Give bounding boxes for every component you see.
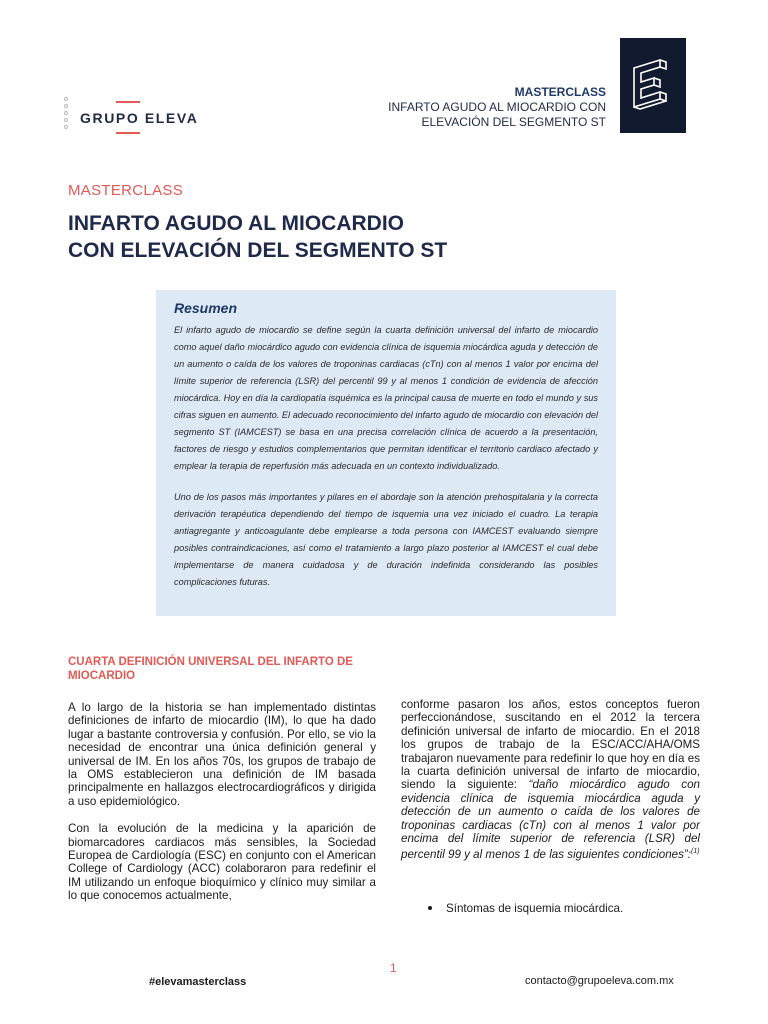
- right-paragraph-text: conforme pasaron los años, estos conceptos fueron perfeccionándose, suscitando en el 2012 la tercera definición universal de infarto de miocardio. En el 2018 los grupos de trabajo de la ESC/ACC/AHA/OMS trabajaron nuevamente para redefinir lo que hoy en día es la cuarta definición universal de infarto de miocardio, siendo la siguiente:: [401, 698, 700, 792]
- document-title: [68, 210, 447, 264]
- header-subtitle-line1: INFARTO AGUDO AL MIOCARDIO CON: [388, 100, 606, 114]
- logo-accent-bar-bottom: [116, 132, 140, 134]
- page-number: 1: [390, 961, 397, 975]
- summary-heading: Resumen: [174, 300, 238, 316]
- document-kicker: MASTERCLASS: [68, 182, 183, 199]
- document-title-line1: INFARTO AGUDO AL MIOCARDIO: [68, 212, 404, 235]
- left-column: [68, 701, 376, 903]
- summary-paragraph-2: Uno de los pasos más importantes y pilares en el abordaje son la atención prehospitalaria y la correcta derivación terapéutica dependiendo del tiempo de isquemia una vez iniciado el cuadro. La terapia antiagregante y anticoagulante debe emplearse a toda persona con IAMCEST evaluando siempre posibles contraindicaciones, así como el tratamiento a largo plazo posterior al IAMCEST el cual debe implementarse de manera cuidadosa y de duración indefinida considerando las posibles complicaciones futuras.: [174, 492, 598, 587]
- header-masterclass-label: MASTERCLASS: [514, 85, 606, 99]
- bullet-item: [428, 902, 623, 915]
- right-paragraph: [401, 698, 700, 862]
- left-paragraph-1: A lo largo de la historia se han implementado distintas definiciones de infarto de miocardio (IM), lo que ha dado lugar a bastante controversia y confusión. Por ello, se vio la necesidad de encontrar una única definición general y universal de IM. En los años 70s, los grupos de trabajo de la OMS establecieron una definición de IM basada principalmente en hallazgos electrocardiográficos y dirigida a uso epidemiológico.: [68, 701, 376, 808]
- footer-hashtag: #elevamasterclass: [149, 976, 247, 988]
- definition-quote: “daño miocárdico agudo con evidencia clínica de isquemia miocárdica aguda y detección de un aumento o caída de los valores de troponinas cardiacas (cTn) con al menos 1 valor por encima del límite superior de referencia (LSR) del percentil 99 y al menos 1 de las siguientes condiciones”:: [401, 778, 700, 862]
- eleva-e-icon: [620, 38, 686, 133]
- left-paragraph-2: Con la evolución de la medicina y la aparición de biomarcadores cardiacos más sensibles, la Sociedad Europea de Cardiología (ESC) en conjunto con el American College of Cardiology (ACC) colaboraron para redefinir el IM utilizando un enfoque bioquímico y clínico muy similar a lo que conocemos actualmente,: [68, 822, 376, 903]
- right-column: [401, 698, 700, 862]
- reference-marker: (1): [691, 848, 700, 856]
- document-title-line2: CON ELEVACIÓN DEL SEGMENTO ST: [68, 239, 448, 262]
- logo-dots-decoration: [64, 97, 70, 133]
- brand-mark: [620, 38, 686, 133]
- footer-contact-email: contacto@grupoeleva.com.mx: [525, 975, 674, 987]
- summary-box: [156, 290, 616, 616]
- section-heading: CUARTA DEFINICIÓN UNIVERSAL DEL INFARTO DE MIOCARDIO: [68, 656, 353, 682]
- bullet-dot-icon: [428, 906, 432, 910]
- summary-paragraph-1: El infarto agudo de miocardio se define según la cuarta definición universal del infarto de miocardio como aquel daño miocárdico agudo con evidencia clínica de isquemia miocárdica aguda y detección de un aumento o caída de los valores de troponinas cardiacas (cTn) con al menos 1 valor por encima del límite superior de referencia (LSR) del percentil 99 y al menos 1 condición de evidencia de afección miocárdica. Hoy en día la cardiopatía isquémica es la principal causa de muerte en todo el mundo y sus cifras siguen en aumento. El adecuado reconocimiento del infarto agudo de miocardio con elevación del segmento ST (IAMCEST) se basa en una precisa correlación clínica de acuerdo a la presentación, factores de riesgo y estudios complementarios que permitan identificar el territorio cardiaco afectado y emplear la terapia de reperfusión más adecuada en un contexto individualizado.: [174, 325, 598, 471]
- logo-accent-bar-top: [116, 101, 140, 103]
- header-course-label: [388, 85, 606, 130]
- bullet-item-text: Síntomas de isquemia miocárdica.: [446, 902, 624, 915]
- header-subtitle-line2: ELEVACIÓN DEL SEGMENTO ST: [421, 115, 606, 129]
- company-logo-text: GRUPO ELEVA: [80, 110, 199, 126]
